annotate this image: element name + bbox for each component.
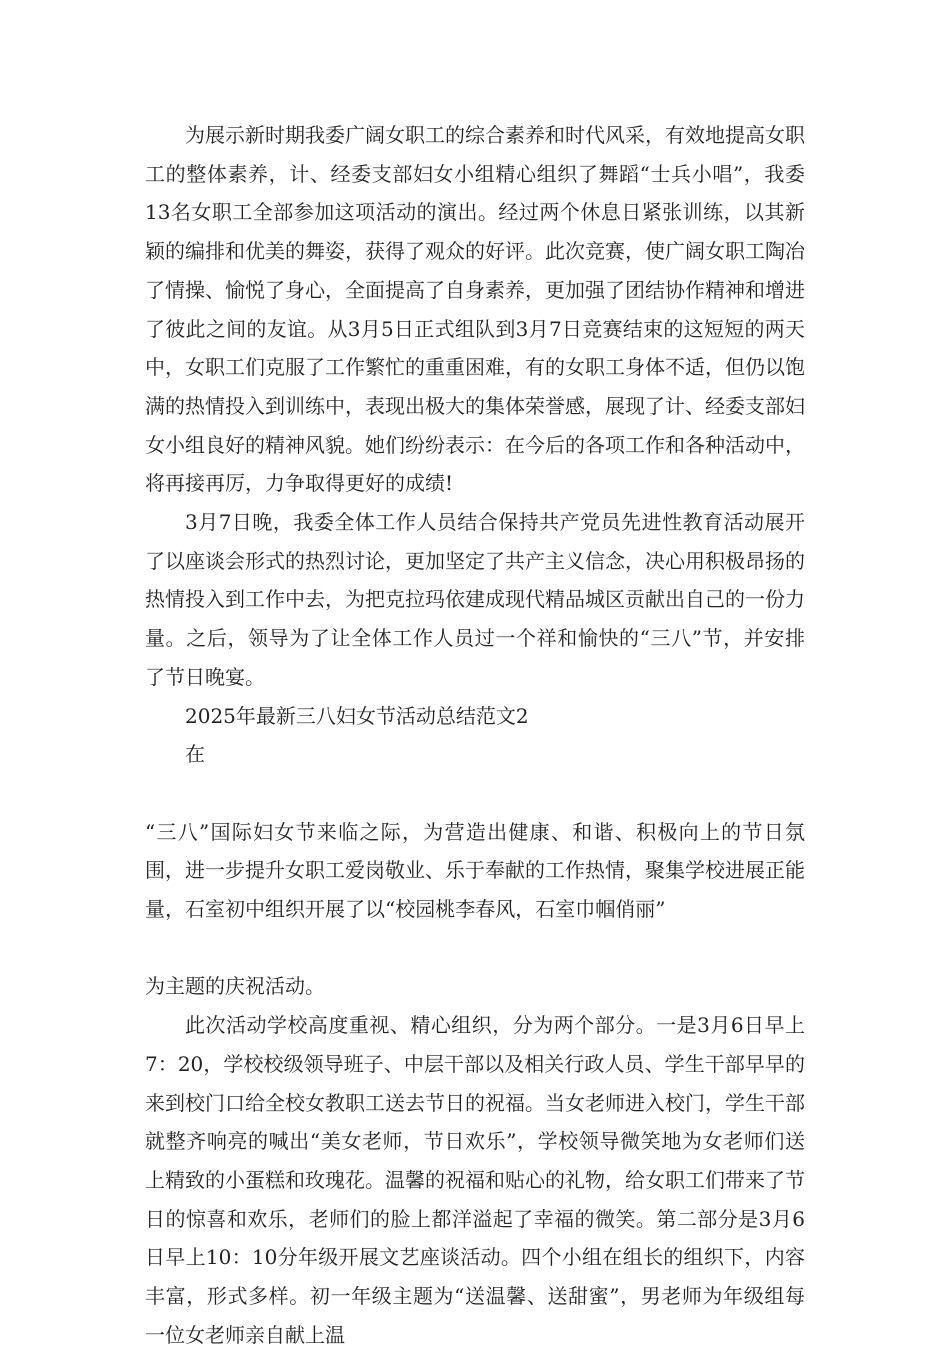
paragraph-festival-intro: “三八”国际妇女节来临之际，为营造出健康、和谐、积极向上的节日氛围，进一步提升女职工爱岗敬业、乐于奉献的工作热情，聚集学校进展正能量，石室初中组织开展了以“校园桃李春风，石室巾帼俏丽”: [145, 819, 805, 922]
paragraph-march-7-evening: 3月7日晚，我委全体工作人员结合保持共产党员先进性教育活动展开了以座谈会形式的热烈讨论，更加坚定了共产主义信念，决心用积极昂扬的热情投入到工作中去，为把克拉玛依建成现代精品城区贡献出自己的一份力量。之后，领导为了让全体工作人员过一个祥和愉快的“三八”节，并安排了节日晚宴。: [145, 510, 805, 689]
blank-line: [145, 929, 805, 968]
section-heading: 2025年最新三八妇女节活动总结范文2: [185, 703, 529, 728]
paragraph-theme: 为主题的庆祝活动。: [145, 974, 325, 999]
blank-line: [145, 774, 805, 813]
paragraph-fragment: 在: [185, 742, 205, 767]
paragraph-activity-details: 此次活动学校高度重视、精心组织，分为两个部分。一是3月6日早上7：20，学校校级领导班子、中层干部以及相关行政人员、学生干部早早的来到校门口给全校女教职工送去节日的祝福。当女老师进入校门，学生干部就整齐响亮的喊出“美女老师，节日欢乐”，学校领导微笑地为女老师们送上精致的小蛋糕和玫瑰花。温馨的祝福和贴心的礼物，给女职工们带来了节日的惊喜和欢乐，老师们的脸上都洋溢起了幸福的微笑。第二部分是3月6日早上10：10分年级开展文艺座谈活动。四个小组在组长的组织下，内容丰富，形式多样。初一年级主题为“送温馨、送甜蜜”，男老师为年级组每一位女老师亲自献上温: [145, 1013, 805, 1347]
paragraph-women-staff-dance: 为展示新时期我委广阔女职工的综合素养和时代风采，有效地提高女职工的整体素养，计、经委支部妇女小组精心组织了舞蹈“士兵小唱”，我委13名女职工全部参加这项活动的演出。经过两个休息日紧张训练，以其新颖的编排和优美的舞姿，获得了观众的好评。此次竞赛，使广阔女职工陶冶了情操、愉悦了身心，全面提高了自身素养，更加强了团结协作精神和增进了彼此之间的友谊。从3月5日正式组队到3月7日竞赛结束的这短短的两天中，女职工们克服了工作繁忙的重重困难，有的女职工身体不适，但仍以饱满的热情投入到训练中，表现出极大的集体荣誉感，展现了计、经委支部妇女小组良好的精神风貌。她们纷纷表示：在今后的各项工作和各种活动中，将再接再厉，力争取得更好的成绩!: [145, 123, 805, 496]
document-body: [145, 116, 805, 1354]
